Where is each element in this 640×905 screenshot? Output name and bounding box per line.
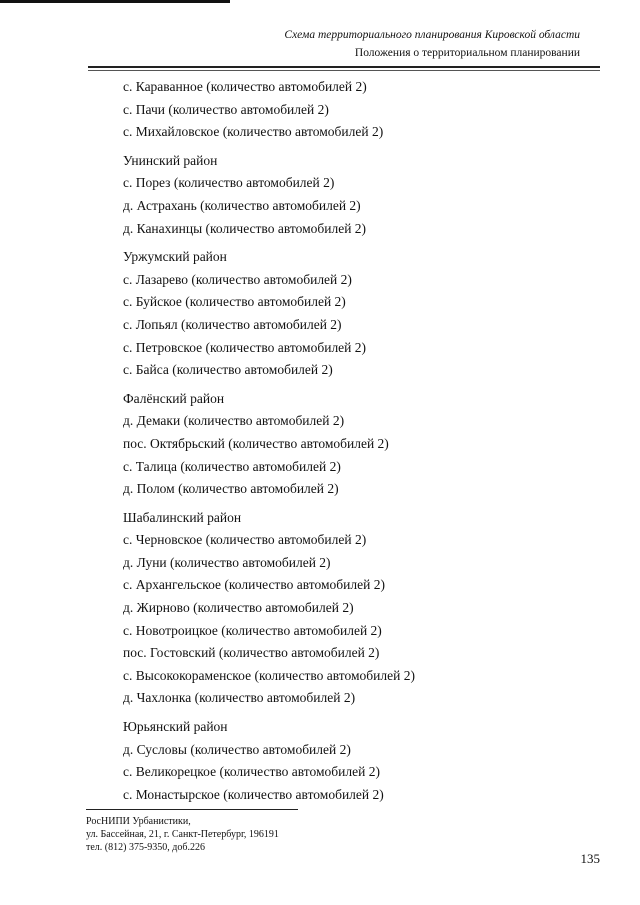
list-item: с. Талица (количество автомобилей 2) (123, 458, 341, 474)
page-header (0, 28, 580, 61)
list-item: д. Полом (количество автомобилей 2) (123, 481, 339, 497)
footer-phone: тел. (812) 375-9350, доб.226 (86, 842, 205, 853)
list-item: с. Новотроицкое (количество автомобилей 2) (123, 622, 382, 638)
list-item: с. Петровское (количество автомобилей 2) (123, 339, 367, 355)
list-item: с. Великорецкое (количество автомобилей 2) (123, 764, 380, 780)
footer-divider (86, 809, 298, 810)
list-item: д. Луни (количество автомобилей 2) (123, 554, 331, 570)
page-footer (86, 815, 279, 854)
list-item: с. Архангельское (количество автомобилей 2) (123, 577, 385, 593)
list-item: д. Сусловы (количество автомобилей 2) (123, 741, 351, 757)
list-item: с. Черновское (количество автомобилей 2) (123, 532, 367, 548)
list-item: д. Демаки (количество автомобилей 2) (123, 413, 345, 429)
header-divider-thin (88, 70, 600, 71)
list-item: с. Караванное (количество автомобилей 2) (123, 79, 367, 94)
top-rule (0, 0, 230, 3)
list-item: д. Канахинцы (количество автомобилей 2) (123, 220, 367, 236)
list-item: д. Астрахань (количество автомобилей 2) (123, 197, 361, 213)
list-item: с. Порез (количество автомобилей 2) (123, 175, 335, 191)
list-item: с. Буйское (количество автомобилей 2) (123, 294, 346, 310)
list-item: с. Монастырское (количество автомобилей 2) (123, 786, 384, 802)
district-heading: Уржумский район (123, 249, 227, 265)
district-heading: Унинский район (123, 152, 218, 168)
list-item: с. Высококораменское (количество автомобилей 2) (123, 667, 415, 683)
list-item: с. Байса (количество автомобилей 2) (123, 362, 333, 378)
page-number: 135 (580, 851, 600, 866)
district-heading: Фалёнский район (123, 390, 225, 406)
district-heading: Шабалинский район (123, 509, 242, 525)
settlement-list (123, 76, 593, 806)
district-heading: Юрьянский район (123, 719, 228, 735)
list-item: пос. Гостовский (количество автомобилей 2) (123, 645, 380, 661)
list-item: с. Лазарево (количество автомобилей 2) (123, 271, 352, 287)
list-item: д. Чахлонка (количество автомобилей 2) (123, 690, 356, 706)
header-divider (88, 66, 600, 68)
footer-org: РосНИПИ Урбанистики, (86, 816, 191, 827)
list-item: с. Пачи (количество автомобилей 2) (123, 101, 329, 117)
list-item: с. Михайловское (количество автомобилей 2) (123, 124, 384, 140)
list-item: д. Жирново (количество автомобилей 2) (123, 600, 354, 616)
footer-address: ул. Бассейная, 21, г. Санкт-Петербург, 196191 (86, 829, 279, 840)
document-subtitle: Положения о территориальном планировании (354, 47, 580, 59)
document-title: Схема территориального планирования Кировской области (284, 29, 580, 41)
list-item: с. Лопьял (количество автомобилей 2) (123, 316, 342, 332)
list-item: пос. Октябрьский (количество автомобилей 2) (123, 435, 389, 451)
